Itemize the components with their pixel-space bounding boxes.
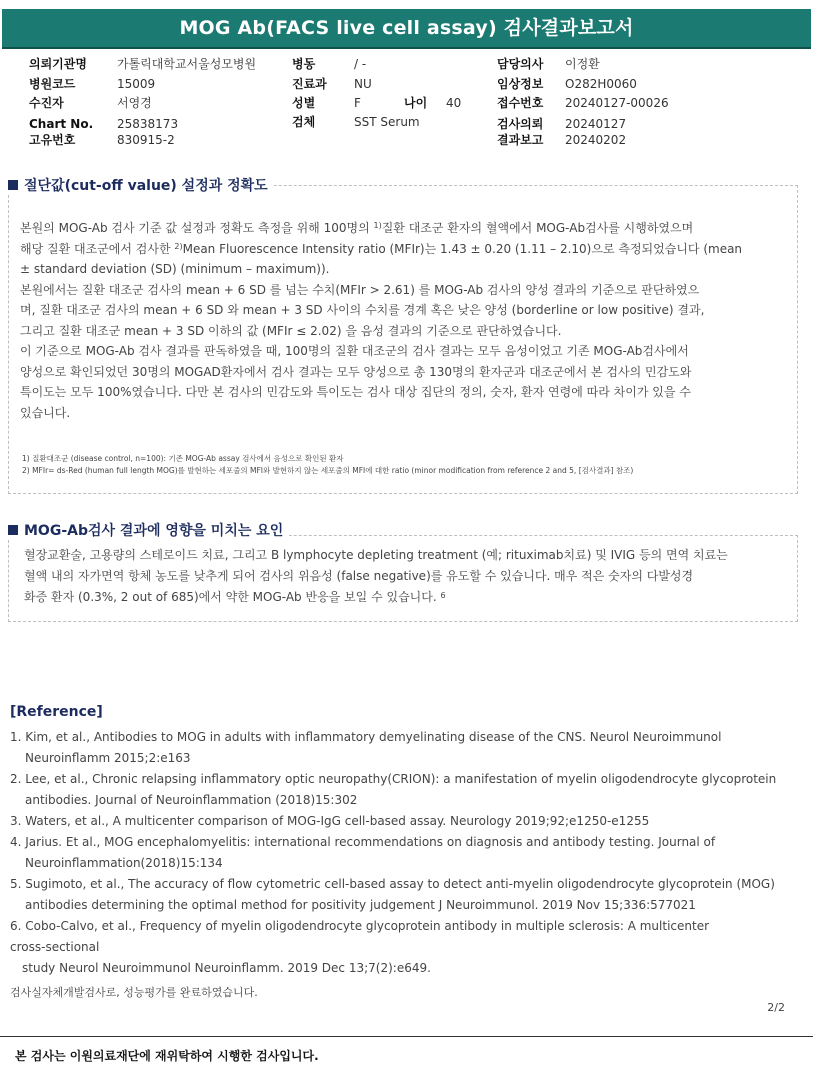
validation-note: 검사실자체개발검사로, 성능평가를 완료하였습니다. <box>10 986 258 999</box>
request-date-value: 20240127 <box>565 117 627 131</box>
footer-divider <box>0 1036 813 1037</box>
age-label: 나이 <box>404 96 428 110</box>
section2-title: MOG-Ab검사 결과에 영향을 미치는 요인 <box>24 523 284 539</box>
s2-line1: 혈장교환술, 고용량의 스테로이드 치료, 그리고 B lymphocyte depleting treatment (예; rituximab치료) 및 IVIG 등의 면역 치료는 <box>24 548 728 562</box>
para2-line3: 그리고 질환 대조군 mean + 3 SD 이하의 값 (MFIr ≤ 2.02) 을 음성 결과의 기준으로 판단하였습니다. <box>20 323 562 338</box>
section-bullet-icon <box>8 180 18 190</box>
text: 해당 질환 대조군에서 검사한 <box>20 241 175 256</box>
info-clinical <box>497 76 637 92</box>
reference-list <box>10 727 795 1003</box>
info-doctor <box>497 56 600 72</box>
institution-label: 의뢰기관명 <box>29 57 87 71</box>
institution-value: 가톨릭대학교서울성모병원 <box>117 57 257 71</box>
reference-4-cont: Neuroinflammation(2018)15:134 <box>25 856 223 870</box>
ward-label: 병동 <box>292 57 316 71</box>
reference-title: [Reference] <box>10 704 103 720</box>
info-institution <box>29 56 256 72</box>
report-date-value: 20240202 <box>565 133 627 147</box>
reference-3: 3. Waters, et al., A multicenter comparison of MOG-IgG cell-based assay. Neurology 2019;92;e1250-e1255 <box>10 814 650 828</box>
para1-line3: ± standard deviation (SD) (minimum – maximum)). <box>20 262 330 276</box>
reference-5-cont: antibodies determining the optimal method for positivity judgement J Neuroimmunol. 2019 Nov 15;336:577021 <box>25 898 696 912</box>
para2-line1: 본원에서는 질환 대조군 검사의 mean + 6 SD 를 넘는 수치(MFIr > 2.61) 를 MOG-Ab 검사의 양성 결과의 기준으로 판단하였으 <box>20 282 700 297</box>
reference-2-cont: antibodies. Journal of Neuroinflammation (2018)15:302 <box>25 793 358 807</box>
reference-1-cont: Neuroinflamm 2015;2:e163 <box>25 751 191 765</box>
footnote-marker: 2) <box>22 466 30 475</box>
para3-line4: 있습니다. <box>20 405 71 420</box>
info-receipt <box>497 95 669 111</box>
ward-value: / - <box>354 57 367 71</box>
chart-no-value: 25838173 <box>117 117 179 131</box>
info-department <box>292 76 372 92</box>
age-value: 40 <box>446 96 462 110</box>
info-ward <box>292 56 366 72</box>
footnote-text: 질환대조군 (disease control, n=100): 기존 MOG-Ab assay 검사에서 음성으로 확인된 환자 <box>29 454 344 463</box>
info-unique-no <box>29 132 175 148</box>
unique-no-value: 830915-2 <box>117 133 175 147</box>
s2-line2: 혈액 내의 자가면역 항체 농도를 낮추게 되어 검사의 위음성 (false negative)를 유도할 수 있습니다. 매우 적은 숫자의 다발성경 <box>24 569 694 583</box>
footnote-2 <box>22 465 633 476</box>
report-date-label: 결과보고 <box>497 133 544 147</box>
s2-line3 <box>24 587 794 608</box>
info-recipient <box>29 95 152 111</box>
sex-label: 성별 <box>292 96 316 110</box>
info-sex <box>292 95 461 111</box>
reference-2: 2. Lee, et al., Chronic relapsing inflammatory optic neuropathy(CRION): a manifestation of myelin oligodendrocyte glycoprotein <box>10 772 777 786</box>
info-hospital-code <box>29 76 155 92</box>
info-specimen <box>292 114 420 130</box>
recipient-label: 수진자 <box>29 96 64 110</box>
footnote-marker: 1) <box>22 454 30 463</box>
footnote-marker: 6 <box>440 591 446 600</box>
chart-no-label: Chart No. <box>29 117 94 131</box>
reference-5: 5. Sugimoto, et al., The accuracy of flow cytometric cell-based assay to detect anti-myelin oligodendrocyte glycoprotein (MOG) <box>10 877 775 891</box>
section1-heading <box>8 175 274 195</box>
footnote-text: MFIr= ds-Red (human full length MOG)를 발현하는 세포줄의 MFI와 발현하지 않는 세포줄의 MFI에 대한 ratio (minor modification from reference 2 and 5, [검사결과] 참조) <box>29 466 634 475</box>
section1-title: 절단값(cut-off value) 설정과 정확도 <box>24 178 268 194</box>
request-date-label: 검사의뢰 <box>497 117 544 131</box>
section2-heading <box>8 520 289 540</box>
section-bullet-icon <box>8 525 18 535</box>
reference-6: 6. Cobo-Calvo, et al., Frequency of myelin oligodendrocyte glycoprotein antibody in multiple sclerosis: A multicenter <box>10 919 710 933</box>
reference-4: 4. Jarius. Et al., MOG encephalomyelitis: international recommendations on diagnosis and antibody testing. Journal of <box>10 835 716 849</box>
text: 질환 대조군 환자의 혈액에서 MOG-Ab검사를 시행하였으며 <box>381 221 694 235</box>
para3-line2: 양성으로 확인되었던 30명의 MOGAD환자에서 검사 결과는 모두 양성으로 총 130명의 환자군과 대조군에서 본 검사의 민감도와 <box>20 364 692 379</box>
department-value: NU <box>354 77 372 91</box>
receipt-label: 접수번호 <box>497 96 544 110</box>
reference-1: 1. Kim, et al., Antibodies to MOG in adults with inflammatory demyelinating disease of the CNS. Neurol Neuroimmunol <box>10 730 722 744</box>
para3-line1: 이 기준으로 MOG-Ab 검사 결과를 판독하였을 때, 100명의 질환 대조군의 검사 결과는 모두 음성이었고 기존 MOG-Ab검사에서 <box>20 344 689 358</box>
para1-line1 <box>20 218 800 239</box>
footnote-1 <box>22 453 344 464</box>
doctor-value: 이정환 <box>565 57 600 71</box>
footnote-marker: 1) <box>373 221 382 230</box>
section1-body <box>20 218 800 423</box>
footer-note: 본 검사는 이원의료재단에 재위탁하여 시행한 검사입니다. <box>15 1049 319 1063</box>
page-number: 2/2 <box>767 1001 785 1014</box>
report-title: MOG Ab(FACS live cell assay) 검사결과보고서 <box>2 9 811 49</box>
section2-body <box>24 545 794 608</box>
info-report-date <box>497 132 626 148</box>
para3-line3: 특이도는 모두 100%였습니다. 다만 본 검사의 민감도와 특이도는 검사 대상 집단의 정의, 숫자, 환자 연령에 따라 차이가 있을 수 <box>20 385 691 399</box>
department-label: 진료과 <box>292 77 327 91</box>
hospital-code-label: 병원코드 <box>29 77 76 91</box>
doctor-label: 담당의사 <box>497 57 544 71</box>
specimen-value: SST Serum <box>354 115 420 129</box>
recipient-value: 서영경 <box>117 96 152 110</box>
info-request-date <box>497 116 626 132</box>
clinical-label: 임상정보 <box>497 77 544 91</box>
text: Mean Fluorescence Intensity ratio (MFIr)는 1.43 ± 0.20 (1.11 – 2.10)으로 측정되었습니다 (mean <box>182 241 743 256</box>
info-chart-no <box>29 116 178 132</box>
reference-6-cont: cross-sectional <box>10 940 100 954</box>
receipt-value: 20240127-00026 <box>565 96 669 110</box>
unique-no-label: 고유번호 <box>29 133 76 147</box>
para2-line2: 며, 질환 대조군 검사의 mean + 6 SD 와 mean + 3 SD 사이의 수치를 경계 혹은 낮은 양성 (borderline or low positive) 결과, <box>20 303 705 317</box>
text: 본원의 MOG-Ab 검사 기준 값 설정과 정확도 측정을 위해 100명의 <box>20 221 374 235</box>
text: 화증 환자 (0.3%, 2 out of 685)에서 약한 MOG-Ab 반응을 보일 수 있습니다. <box>24 590 441 604</box>
footnote-marker: 2) <box>174 241 183 251</box>
para1-line2 <box>20 239 800 260</box>
hospital-code-value: 15009 <box>117 77 156 91</box>
reference-6-cont2: study Neurol Neuroimmunol Neuroinflamm. 2019 Dec 13;7(2):e649. <box>22 961 431 975</box>
clinical-value: O282H0060 <box>565 77 637 91</box>
specimen-label: 검체 <box>292 115 316 129</box>
sex-value: F <box>354 96 361 110</box>
